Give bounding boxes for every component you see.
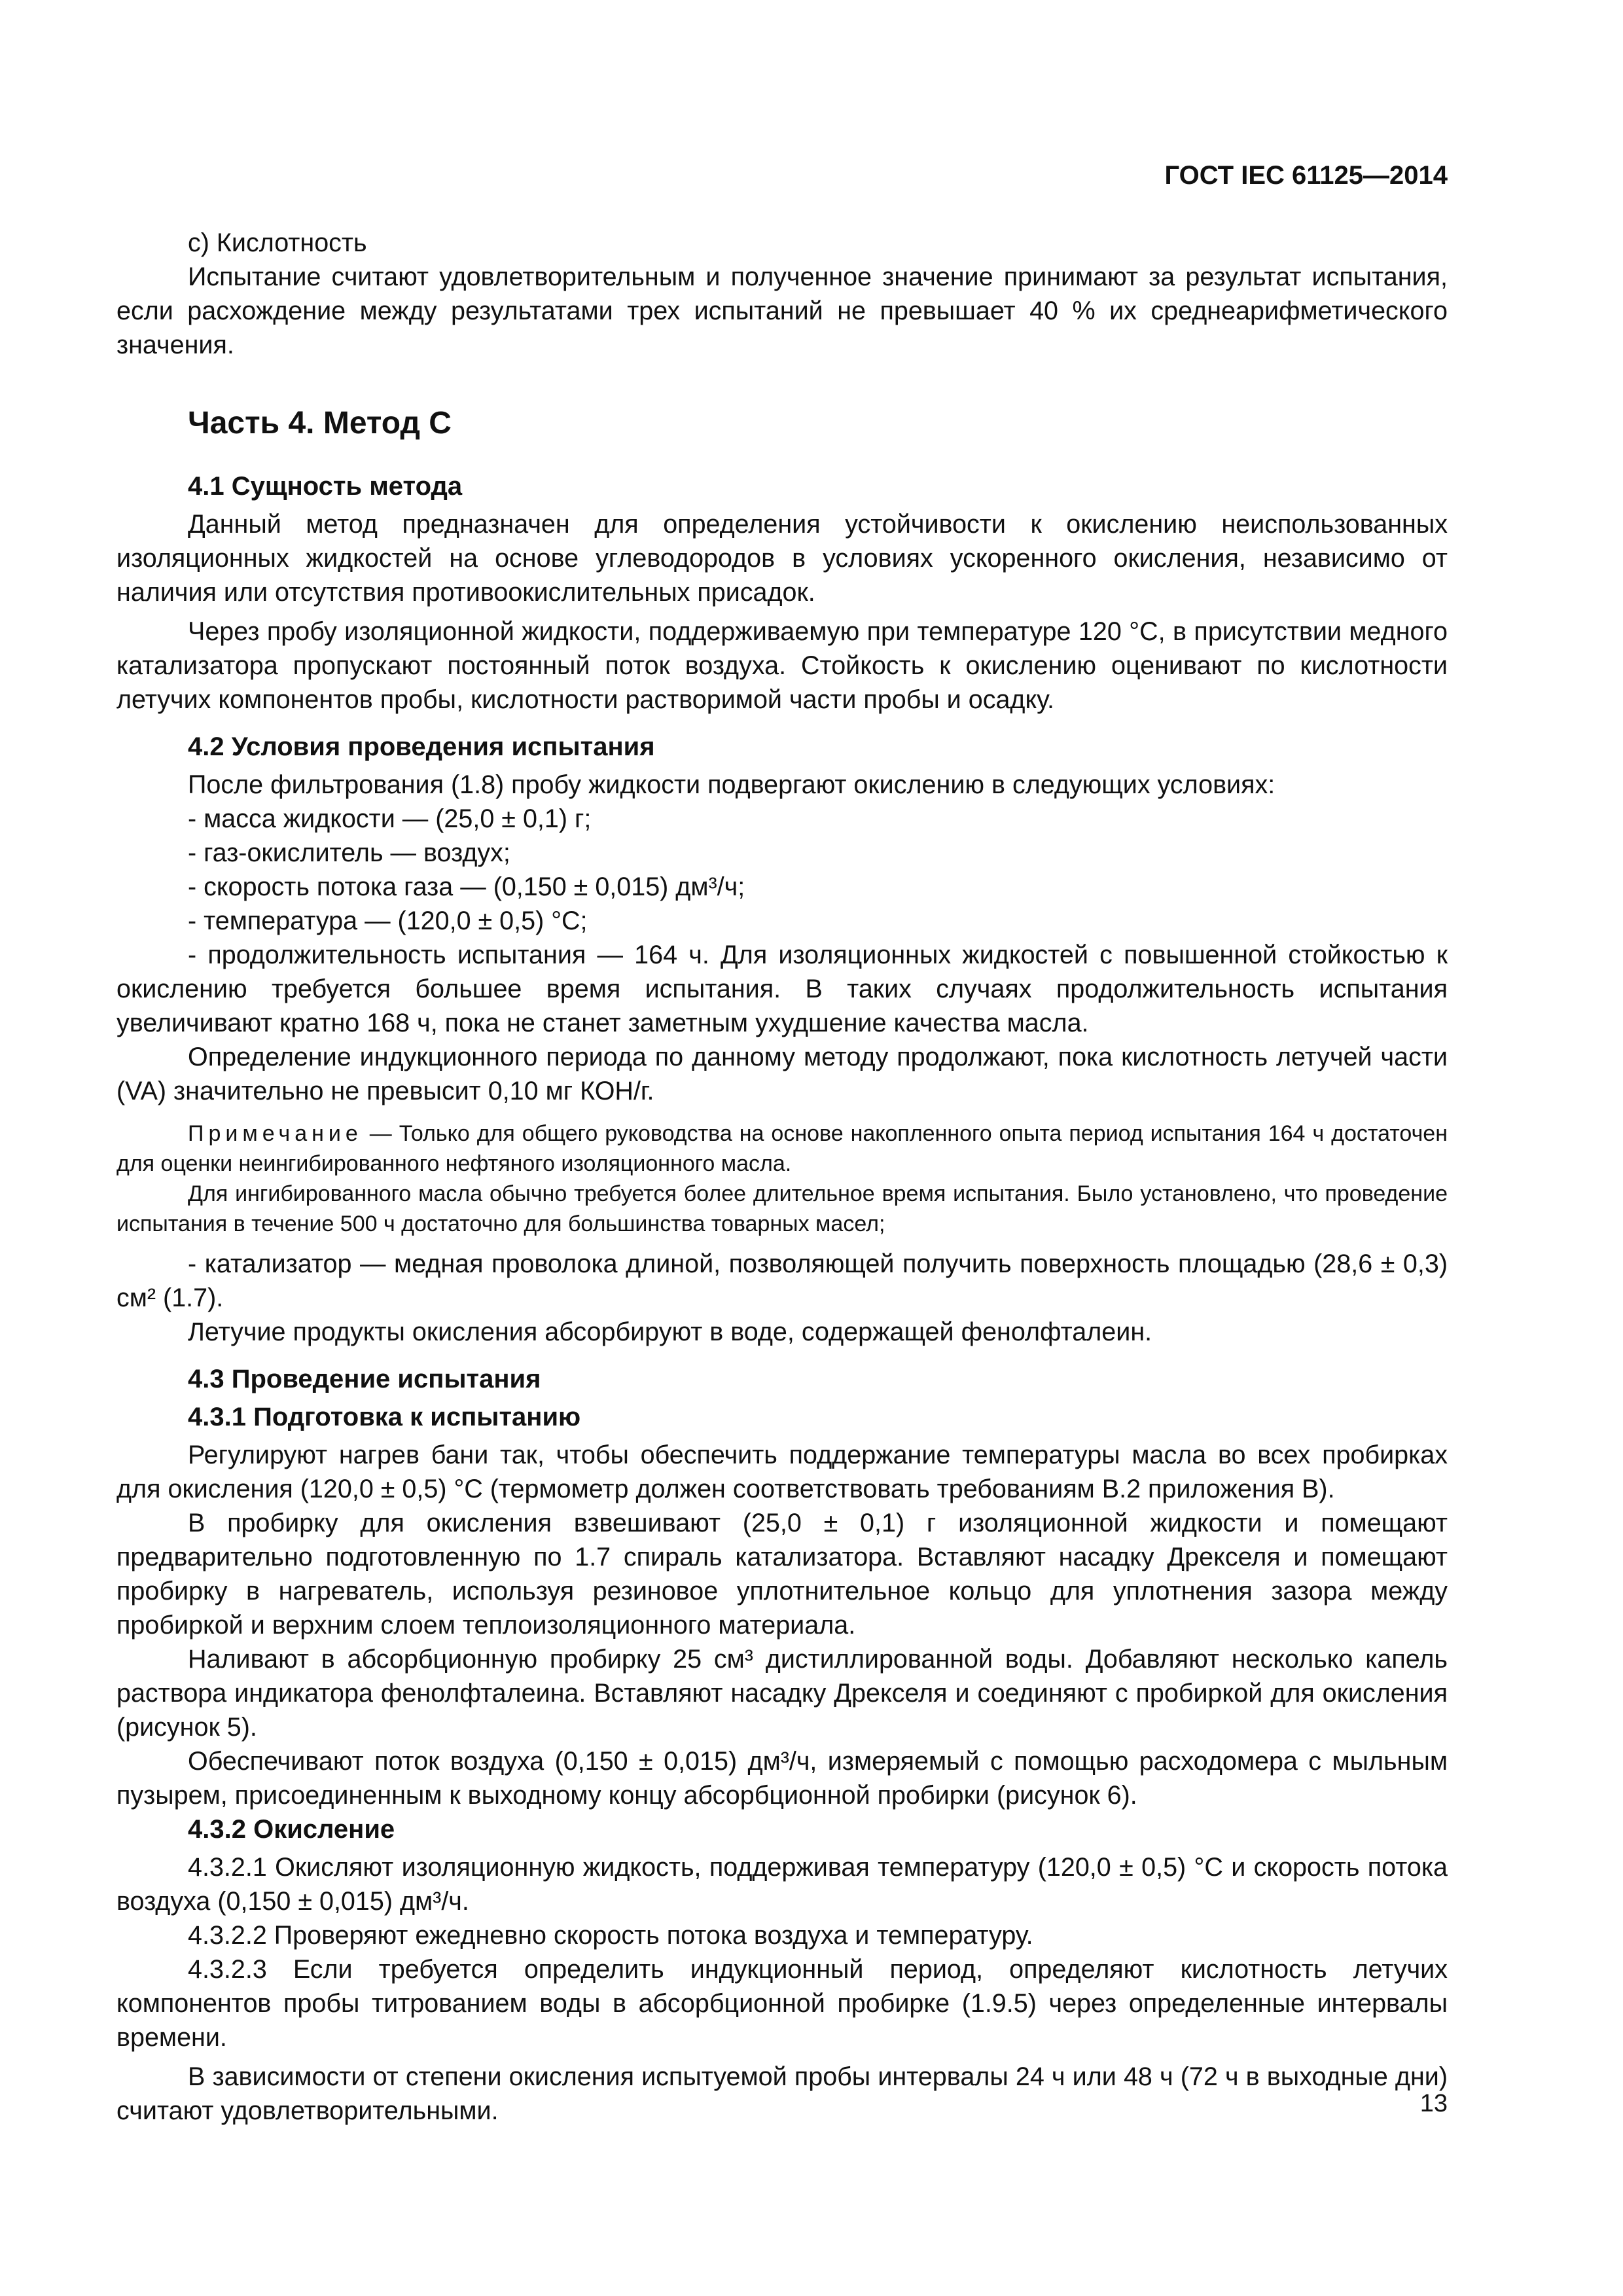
section-4-3-1-title: 4.3.1 Подготовка к испытанию [188, 1403, 581, 1431]
note-block [116, 1119, 1448, 1239]
condition-item: - температура — (120,0 ± 0,5) °С; [188, 906, 588, 935]
section-4-1-paragraph: Данный метод предназначен для определения устойчивости к окислению неиспользованных изоляционных жидкостей на основе углеводородов в условиях ускоренного окисления, независимо от наличия или отсутствия противоокислительных присадок. [116, 510, 1448, 607]
page-content [116, 226, 1448, 2128]
induction-paragraph: Определение индукционного периода по данному методу продолжают, пока кислотность летучей части (VA) значительно не превысит 0,10 мг КОН/г. [116, 1043, 1448, 1105]
section-4-1-paragraph: Через пробу изоляционной жидкости, поддерживаемую при температуре 120 °С, в присутствии медного катализатора пропускают постоянный поток воздуха. Стойкость к окислению оценивают по кислотности летучих компонентов пробы, кислотности растворимой части пробы и осадку. [116, 617, 1448, 714]
condition-catalyst: - катализатор — медная проволока длиной, позволяющей получить поверхность площадью (28,6 ± 0,3) см² (1.7). [116, 1249, 1448, 1312]
note-label: Примечание [188, 1121, 363, 1146]
condition-item: - масса жидкости — (25,0 ± 0,1) г; [188, 804, 592, 833]
section-4-1-title: 4.1 Сущность метода [188, 472, 463, 501]
section-4-3-title: 4.3 Проведение испытания [188, 1365, 541, 1393]
volatile-paragraph: Летучие продукты окисления абсорбируют в воде, содержащей фенолфталеин. [188, 1318, 1152, 1346]
page-number: 13 [1419, 2090, 1448, 2117]
note-text-2: Для ингибированного масла обычно требуется более длительное время испытания. Было установлено, что проведение испытания в течение 500 ч достаточно для большинства товарных масел; [116, 1181, 1448, 1236]
condition-item: - скорость потока газа — (0,150 ± 0,015) дм³/ч; [188, 872, 745, 901]
section-4-3-2-paragraph: 4.3.2.3 Если требуется определить индукционный период, определяют кислотность летучих компонентов пробы титрованием воды в абсорбционной пробирке (1.9.5) через определенные интервалы времени. [116, 1955, 1448, 2052]
section-4-2-title: 4.2 Условия проведения испытания [188, 732, 655, 761]
document-code: ГОСТ IEC 61125—2014 [1164, 161, 1448, 190]
section-4-3-1-paragraph: Регулируют нагрев бани так, чтобы обеспечить поддержание температуры масла во всех пробирках для окисления (120,0 ± 0,5) °С (термометр должен соответствовать требованиям В.2 приложения В). [116, 1441, 1448, 1503]
item-c-label: c) Кислотность [188, 228, 367, 257]
condition-item: - газ-окислитель — воздух; [188, 838, 510, 867]
section-4-3-2-paragraph: 4.3.2.2 Проверяют ежедневно скорость потока воздуха и температуру. [188, 1921, 1033, 1950]
section-4-3-1-paragraph: Наливают в абсорбционную пробирку 25 см³ дистиллированной воды. Добавляют несколько капель раствора индикатора фенолфталеина. Вставляют насадку Дрекселя и соединяют с пробиркой для окисления (рисунок 5). [116, 1645, 1448, 1742]
section-4-3-2-paragraph: 4.3.2.1 Окисляют изоляционную жидкость, поддерживая температуру (120,0 ± 0,5) °С и скорость потока воздуха (0,150 ± 0,015) дм³/ч. [116, 1853, 1448, 1916]
item-c-text: Испытание считают удовлетворительным и полученное значение принимают за результат испытания, если расхождение между результатами трех испытаний не превышает 40 % их среднеарифметического значения. [116, 262, 1448, 359]
part-title: Часть 4. Метод С [188, 406, 452, 440]
section-4-3-1-paragraph: В пробирку для окисления взвешивают (25,0 ± 0,1) г изоляционной жидкости и помещают предварительно подготовленную по 1.7 спираль катализатора. Вставляют насадку Дрекселя и помещают пробирку в нагреватель, используя резиновое уплотнительное кольцо для уплотнения зазора между пробиркой и верхним слоем теплоизоляционного материала. [116, 1509, 1448, 1640]
conditions-lead: После фильтрования (1.8) пробу жидкости подвергают окислению в следующих условиях: [188, 770, 1275, 799]
section-4-3-1-paragraph: Обеспечивают поток воздуха (0,150 ± 0,015) дм³/ч, измеряемый с помощью расходомера с мыльным пузырем, присоединенным к выходному концу абсорбционной пробирки (рисунок 6). [116, 1747, 1448, 1810]
section-4-3-2-paragraph: В зависимости от степени окисления испытуемой пробы интервалы 24 ч или 48 ч (72 ч в выходные дни) считают удовлетворительными. [116, 2062, 1448, 2125]
condition-duration: - продолжительность испытания — 164 ч. Для изоляционных жидкостей с повышенной стойкостью к окислению требуется большее время испытания. В таких случаях продолжительность испытания увеличивают кратно 168 ч, пока не станет заметным ухудшение качества масла. [116, 941, 1448, 1037]
note-text: — Только для общего руководства на основе накопленного опыта период испытания 164 ч достаточен для оценки неингибированного нефтяного изоляционного масла. [116, 1121, 1448, 1176]
section-4-3-2-title: 4.3.2 Окисление [188, 1815, 395, 1844]
